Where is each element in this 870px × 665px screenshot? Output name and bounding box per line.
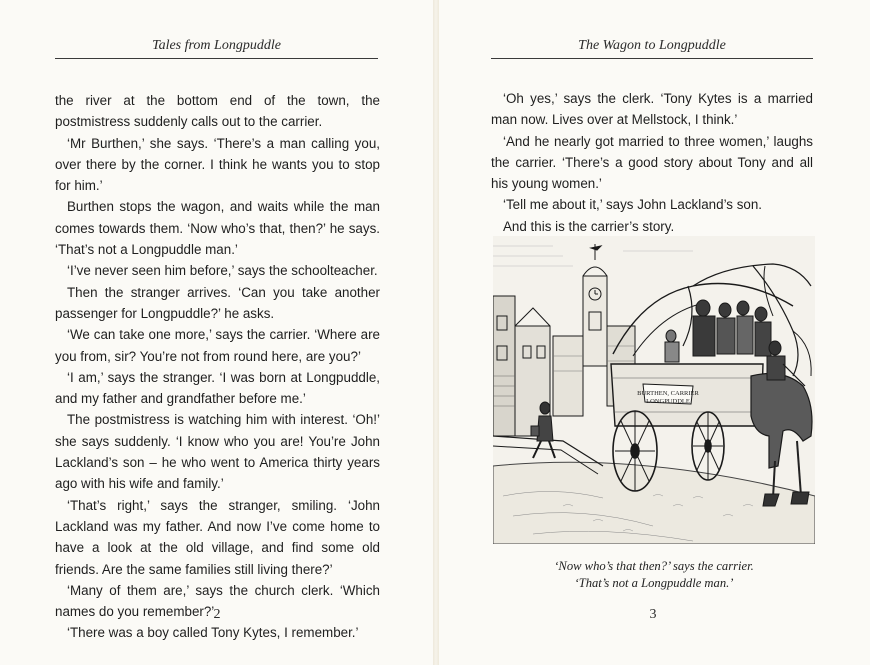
- paragraph: ‘I’ve never seen him before,’ says the schoolteacher.: [67, 263, 378, 279]
- wagon-sign-line-1: BURTHEN, CARRIER: [637, 390, 699, 397]
- paragraph: Then the stranger arrives. ‘Can you take another passenger for Longpuddle?’ he asks.: [55, 284, 380, 321]
- page-number: 2: [213, 607, 221, 622]
- paragraph: ‘That’s right,’ says the stranger, smiling. ‘John Lackland was my father. And now I’ve come home to have a look at the old village, and find some old friends. Are the same families still living there?’: [55, 497, 380, 577]
- running-head: Tales from Longpuddle: [152, 38, 281, 53]
- paragraph: ‘Oh yes,’ says the clerk. ‘Tony Kytes is a married man now. Lives over at Mellstock, I think.’: [491, 91, 813, 128]
- header-rule: [55, 58, 378, 59]
- paragraph: ‘There was a boy called Tony Kytes, I remember.’: [67, 625, 359, 641]
- paragraph: ‘I am,’ says the stranger. ‘I was born at Longpuddle, and my father and grandfather before me.’: [55, 369, 380, 407]
- illustration-caption: [491, 558, 817, 592]
- paragraph: ‘Mr Burthen,’ she says. ‘There’s a man calling you, over there by the corner. I think he wants you to stop for him.’: [55, 135, 380, 194]
- paragraph: Burthen stops the wagon, and waits while the man comes towards them. ‘Now who’s that, then?’ he says. ‘That’s not a Longpuddle man.’: [55, 199, 380, 258]
- body-text: [55, 90, 380, 644]
- paragraph: The postmistress is watching him with interest. ‘Oh!’ she says suddenly. ‘I know who you are! You’re John Lackland’s son – he who went to America thirty years ago with his wife and family.’: [55, 412, 380, 492]
- page-number: 3: [649, 607, 657, 622]
- paragraph: ‘And he nearly got married to three women,’ laughs the carrier. ‘There’s a good story about Tony and all his young women.’: [491, 133, 813, 192]
- paragraph: And this is the carrier’s story.: [503, 218, 675, 234]
- paragraph: ‘Many of them are,’ says the church clerk. ‘Which names do you remember?’: [55, 582, 380, 620]
- caption-line: ‘Now who’s that then?’ says the carrier.: [554, 559, 754, 573]
- paragraph: the river at the bottom end of the town, the postmistress suddenly calls out to the carrier.: [55, 93, 380, 130]
- header-rule: [491, 58, 813, 59]
- paragraph: ‘We can take one more,’ says the carrier. ‘Where are you from, sir? You’re not from round here, are you?’: [55, 327, 380, 364]
- wagon-sign-line-2: LONGPUDDLE: [646, 398, 690, 405]
- running-head: The Wagon to Longpuddle: [578, 38, 726, 53]
- caption-line: ‘That’s not a Longpuddle man.’: [574, 576, 734, 590]
- wagon-illustration: [493, 236, 815, 544]
- left-page: [0, 0, 433, 665]
- body-text: [491, 88, 813, 237]
- right-page: [439, 0, 870, 665]
- paragraph: ‘Tell me about it,’ says John Lackland’s son.: [503, 197, 763, 213]
